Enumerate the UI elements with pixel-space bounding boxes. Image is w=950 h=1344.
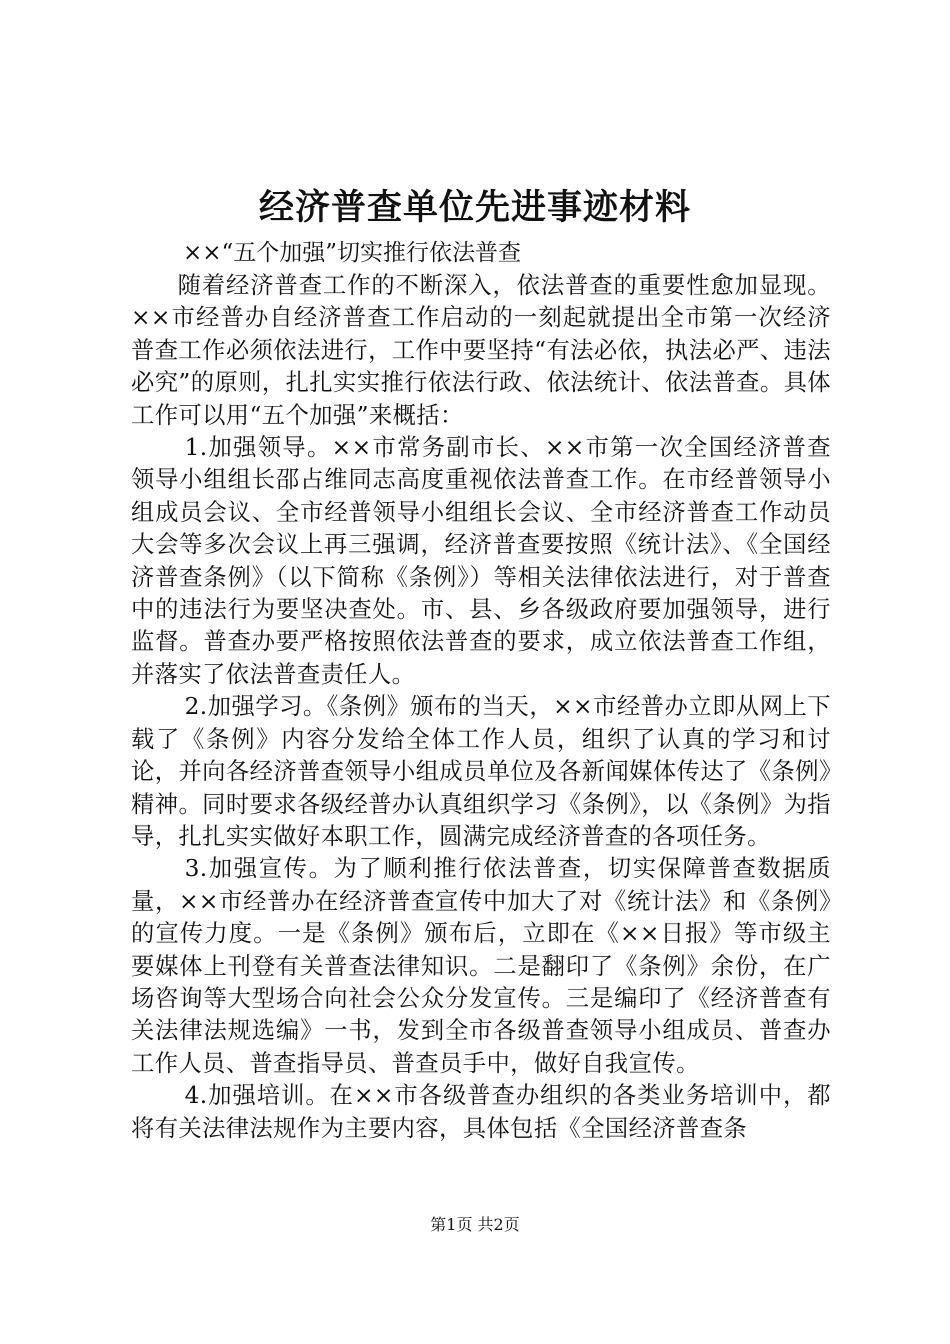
paragraph-intro: 随着经济普查工作的不断深入，依法普查的重要性愈加显现。××市经普办自经济普查工作启动的一刻起就提出全市第一次经济普查工作必须依法进行，工作中要坚持“有法必依，执法必严、违法必究”的原则，扎扎实实推行依法行政、依法统计、依法普查。具体工作可以用“五个加强”来概括：: [131, 272, 831, 429]
paragraph-training: 4.加强培训。在××市各级普查办组织的各类业务培训中，都将有关法律法规作为主要内容，具体包括《全国经济普查条: [131, 1082, 831, 1142]
paragraph-publicity: 3.加强宣传。为了顺利推行依法普查，切实保障普查数据质量，××市经普办在经济普查宣传中加大了对《统计法》和《条例》的宣传力度。一是《条例》颁布后，立即在《××日报》等市级主要媒体上刊登有关普查法律知识。二是翻印了《条例》余份，在广场咨询等大型场合向社会公众分发宣传。三是编印了《经济普查有关法律法规选编》一书，发到全市各级普查领导小组成员、普查办工作人员、普查指导员、普查员手中，做好自我宣传。: [131, 855, 831, 1077]
paragraph-study: 2.加强学习。《条例》颁布的当天，××市经普办立即从网上下载了《条例》内容分发给全体工作人员，组织了认真的学习和讨论，并向各经济普查领导小组成员单位及各新闻媒体传达了《条例》精神。同时要求各级经普办认真组织学习《条例》，以《条例》为指导，扎扎实实做好本职工作，圆满完成经济普查的各项任务。: [131, 693, 831, 850]
document-title: 经济普查单位先进事迹材料: [258, 187, 691, 228]
page-number: 第1页 共2页: [430, 1215, 520, 1234]
document-subtitle: ××“五个加强”切实推行依法普查: [183, 240, 522, 266]
paragraph-leadership: 1.加强领导。××市常务副市长、××市第一次全国经济普查领导小组组长邵占维同志高度重视依法普查工作。在市经普领导小组成员会议、全市经普领导小组组长会议、全市经济普查工作动员大会等多次会议上再三强调，经济普查要按照《统计法》、《全国经济普查条例》（以下简称《条例》）等相关法律依法进行，对于普查中的违法行为要坚决查处。市、县、乡各级政府要加强领导，进行监督。普查办要严格按照依法普查的要求，成立依法普查工作组，并落实了依法普查责任人。: [131, 434, 831, 688]
document-body: [131, 270, 831, 1145]
